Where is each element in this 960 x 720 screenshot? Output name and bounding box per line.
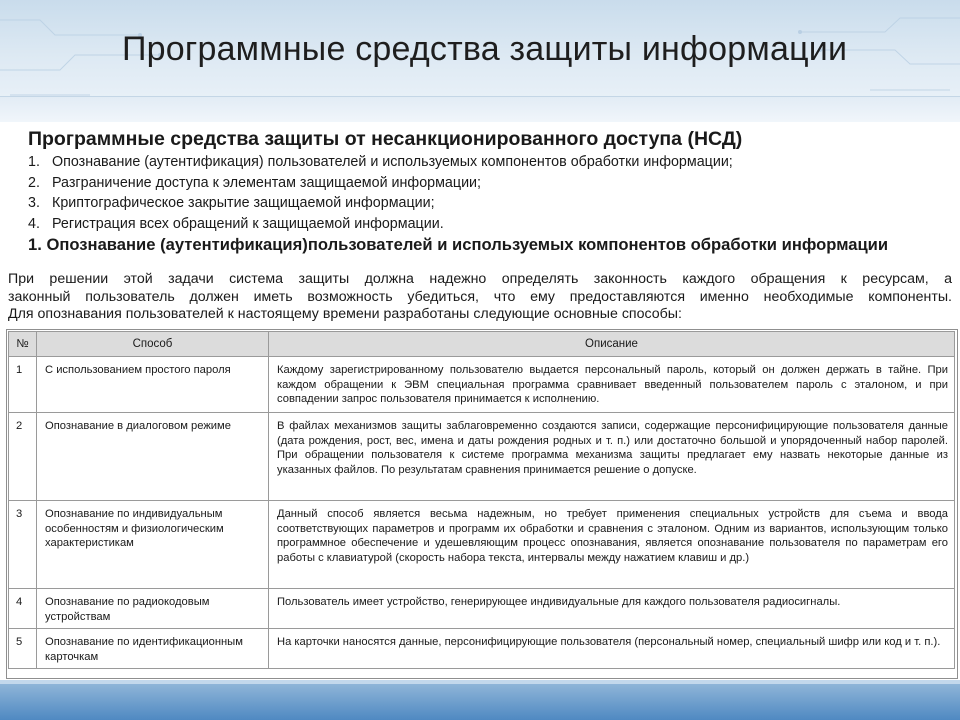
footer-bar <box>0 684 960 720</box>
row-num: 3 <box>9 501 37 589</box>
row-description: На карточки наносятся данные, персонифицирующие пользователя (персональный номер, специальный шифр или код и т. п.). <box>269 629 955 669</box>
page-title: Программные средства защиты информации <box>122 30 848 68</box>
paragraph-line: При решении этой задачи система защиты должна надежно определять законность каждого обращения к ресурсам, а <box>8 271 952 287</box>
paragraph-line: законный пользователь должен иметь возможность убедиться, что ему предоставляются именно необходимые компоненты. <box>8 288 952 305</box>
list-item <box>28 193 733 214</box>
table-row <box>9 589 955 629</box>
table-row <box>9 501 955 589</box>
row-method: Опознавание по индивидуальным особенностям и физиологическим характеристикам <box>37 501 269 589</box>
row-method: С использованием простого пароля <box>37 357 269 413</box>
list-item <box>28 173 733 194</box>
methods-table-frame <box>6 329 958 679</box>
banner-stripe <box>0 96 960 122</box>
list-item-number: 2. <box>28 174 40 191</box>
row-description: В файлах механизмов защиты заблаговременно создаются записи, содержащие персонифицирующие пользователя данные (дата рождения, рост, вес, имена и даты рождения родных и т. п.) или достаточно большой и упорядоченный набор паролей. При обращении пользователя к системе программа механизма защиты предлагает ему назвать некоторые данные из указанных файлов. По результатам сравнения принимается решение о допуске. <box>269 413 955 501</box>
row-num: 1 <box>9 357 37 413</box>
subsection-heading: 1. Опознавание (аутентификация)пользователей и используемых компонентов обработки информации <box>28 235 889 254</box>
list-item-text: Криптографическое закрытие защищаемой информации; <box>52 195 435 211</box>
list-item <box>28 152 733 173</box>
table-row <box>9 413 955 501</box>
measures-list <box>28 152 733 234</box>
methods-table <box>8 331 955 669</box>
section-heading: Программные средства защиты от несанкционированного доступа (НСД) <box>28 128 743 150</box>
paragraph-line: Для опознавания пользователей к настоящему времени разработаны следующие основные способы: <box>8 306 682 322</box>
row-num: 2 <box>9 413 37 501</box>
row-description: Данный способ является весьма надежным, но требует применения специальных устройств для съема и ввода соответствующих параметров и программ их обработки и сравнения с эталоном. Одним из вариантов, использующим только программное обеспечение и удешевляющим процесс опознавания, является опознавание пользователя по параметрам его работы с клавиатурой (скорость набора текста, интервалы между нажатием клавиш и др.) <box>269 501 955 589</box>
row-description: Пользователь имеет устройство, генерирующее индивидуальные для каждого пользователя радиосигналы. <box>269 589 955 629</box>
list-item-text: Регистрация всех обращений к защищаемой информации. <box>52 215 444 232</box>
table-row <box>9 357 955 413</box>
row-num: 5 <box>9 629 37 669</box>
list-item-number: 3. <box>28 195 40 211</box>
header-method: Способ <box>37 332 269 357</box>
row-method: Опознавание в диалоговом режиме <box>37 413 269 501</box>
row-num: 4 <box>9 589 37 629</box>
list-item-number: 4. <box>28 215 40 232</box>
table-header-row <box>9 332 955 357</box>
header-description: Описание <box>269 332 955 357</box>
row-method: Опознавание по идентификационным карточкам <box>37 629 269 669</box>
list-item-text: Опознавание (аутентификация) пользователей и используемых компонентов обработки информации; <box>52 154 733 170</box>
title-banner <box>0 0 960 122</box>
table-row <box>9 629 955 669</box>
row-description: Каждому зарегистрированному пользователю выдается персональный пароль, который он должен держать в тайне. При каждом обращении к ЭВМ специальная программа сравнивает введенный пользователем пароль с эталоном, и при совпадении запрос пользователя принимается к исполнению. <box>269 357 955 413</box>
header-num: № <box>9 332 37 357</box>
list-item-number: 1. <box>28 154 40 170</box>
intro-paragraph <box>8 271 952 324</box>
list-item-text: Разграничение доступа к элементам защищаемой информации; <box>52 174 482 191</box>
row-method: Опознавание по радиокодовым устройствам <box>37 589 269 629</box>
list-item <box>28 214 733 235</box>
